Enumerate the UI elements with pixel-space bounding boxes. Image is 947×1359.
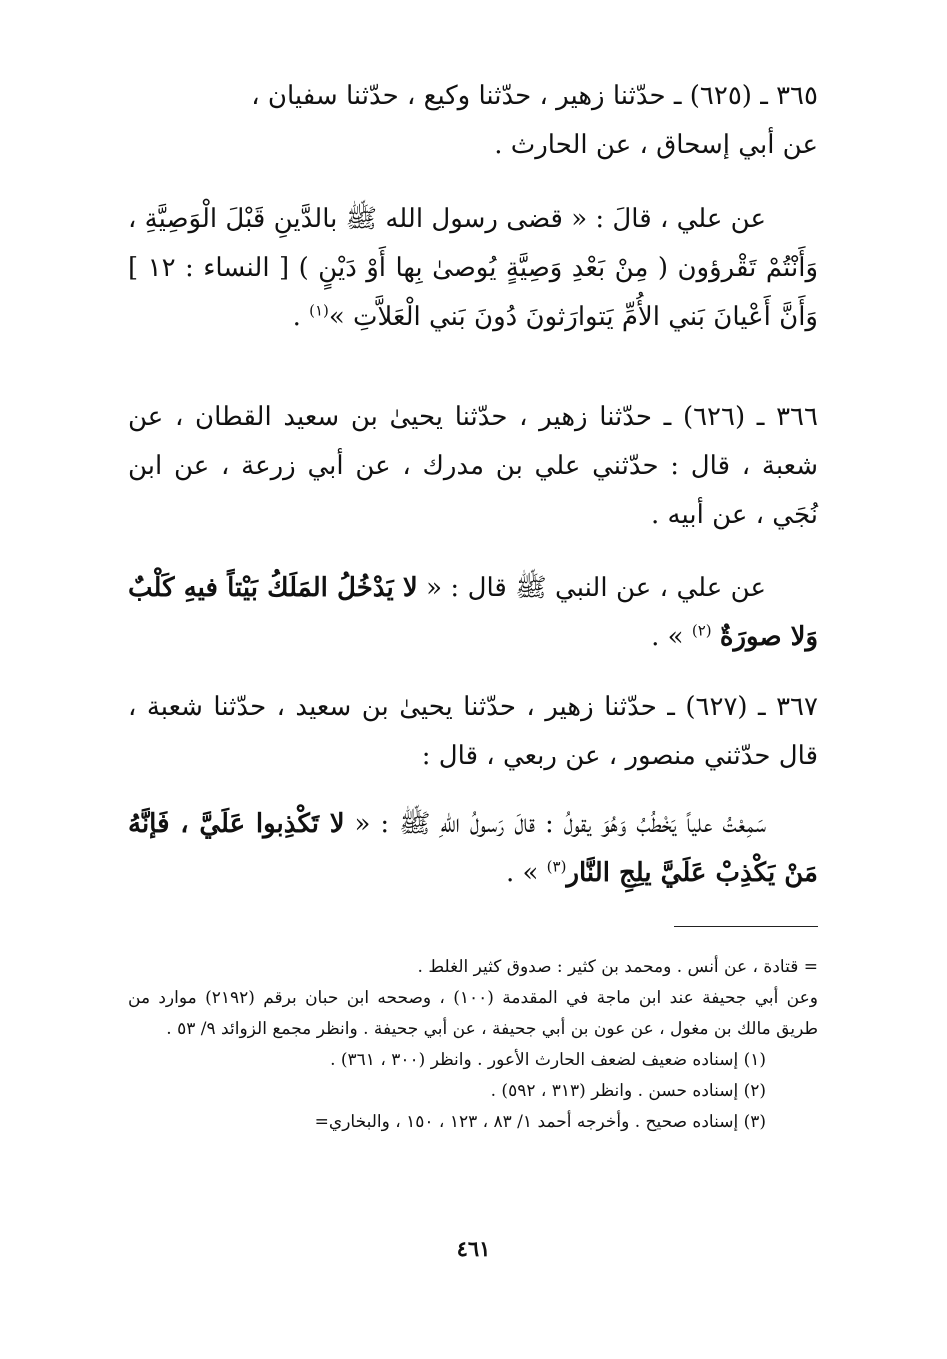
- hadith-367-matn-quote: لا تَكْذِبوا عَلَيَّ ، فَإنَّهُ مَنْ يَكْذِبْ عَلَيَّ يلِجِ النَّار: [128, 809, 818, 888]
- hadith-366-matn-intro: عن علي ، عن النبي ﷺ قال : «: [417, 573, 766, 603]
- hadith-365-matn: [128, 195, 818, 342]
- footnote-3: (٣) إسناده صحيح . وأخرجه أحمد ١/ ٨٣ ، ١٢٣ ، ١٥٠ ، والبخاري=: [314, 1112, 766, 1132]
- hadith-365-isnad-line1: ٣٦٥ ـ (٦٢٥) ـ حدّثنا زهير ، حدّثنا وكيع ، حدّثنا سفيان ،: [251, 81, 818, 111]
- hadith-365-isnad: [128, 72, 818, 170]
- footnote-continuation-paragraph: وعن أبي جحيفة عند ابن ماجة في المقدمة (١٠٠) ، وصححه ابن حبان برقم (٢١٩٢) موارد من طريق مالك بن مغول ، عن عون بن أبي جحيفة ، عن أبي جحيفة . وانظر مجمع الزوائد ٩/ ٥٣ .: [128, 988, 818, 1039]
- hadith-367-isnad: [128, 683, 818, 781]
- hadith-367-matn: [128, 800, 818, 898]
- footnote-ref-2: (٢): [691, 621, 712, 640]
- footnote-2: (٢) إسناده حسن . وانظر (٣١٣ ، ٥٩٢) .: [490, 1081, 766, 1101]
- hadith-366-matn-end-a: [712, 622, 720, 652]
- hadith-366-isnad-text: ٣٦٦ ـ (٦٢٦) ـ حدّثنا زهير ، حدّثنا يحيىٰ بن سعيد القطان ، عن شعبة ، قال : حدّثني علي بن مدرك ، عن أبي زرعة ، عن ابن نُجَي ، عن أبيه .: [128, 402, 818, 530]
- hadith-367-matn-intro: سَمِعْتُ علياً يَخْطُبُ وَهُوَ يقولُ : قالَ رَسولُ اللّهِ ﷺ : «: [344, 809, 766, 839]
- hadith-367-matn-text: [128, 800, 818, 898]
- hadith-367-isnad-text: ٣٦٧ ـ (٦٢٧) ـ حدّثنا زهير ، حدّثنا يحيىٰ بن سعيد ، حدّثنا شعبة ، قال حدّثني منصور ، عن ربعي ، قال :: [128, 692, 818, 771]
- hadith-366-isnad: [128, 393, 818, 540]
- page-number: ٤٦١: [456, 1236, 491, 1261]
- footnote-1: (١) إسناده ضعيف لضعف الحارث الأعور . وانظر (٣٠٠ ، ٣٦١) .: [330, 1050, 766, 1070]
- footnote-ref-3: (٣): [546, 857, 567, 876]
- hadith-365-matn-body: عن علي ، قالَ : « قضى رسول الله ﷺ بالدَّينِ قَبْلَ الْوَصِيَّةِ ، وَأَنْتُمْ تَقْرؤون ( مِنْ بَعْدِ وَصِيَّةٍ يُوصىٰ بِها أَوْ دَيْنٍ ) [ النساء : ١٢ ] وَأَنَّ أَعْيانَ بَني الأُمِّ يَتوارَثونَ دُونَ بَني الْعَلاَّتِ »: [128, 204, 818, 332]
- hadith-367-matn-end: » .: [505, 858, 547, 888]
- footnote-continuation-line: = قتادة ، عن أنس . ومحمد بن كثير : صدوق كثير الغلط .: [417, 957, 818, 977]
- hadith-366-matn: [128, 564, 818, 662]
- hadith-366-matn-end: » .: [651, 622, 692, 652]
- footnotes: [128, 952, 818, 1138]
- hadith-366-matn-text: [128, 564, 818, 662]
- hadith-365-matn-end: .: [292, 302, 310, 332]
- footnote-ref-1: (١): [309, 301, 329, 320]
- hadith-365-matn-text: [128, 195, 818, 342]
- hadith-365-isnad-line2: عن أبي إسحاق ، عن الحارث .: [494, 130, 818, 160]
- footnote-separator: [674, 926, 818, 927]
- hadith-366-matn-quote: لا يَدْخُلُ المَلَكُ بَيْتاً فيهِ كَلْبٌ وَلا صورَةٌ: [128, 573, 818, 652]
